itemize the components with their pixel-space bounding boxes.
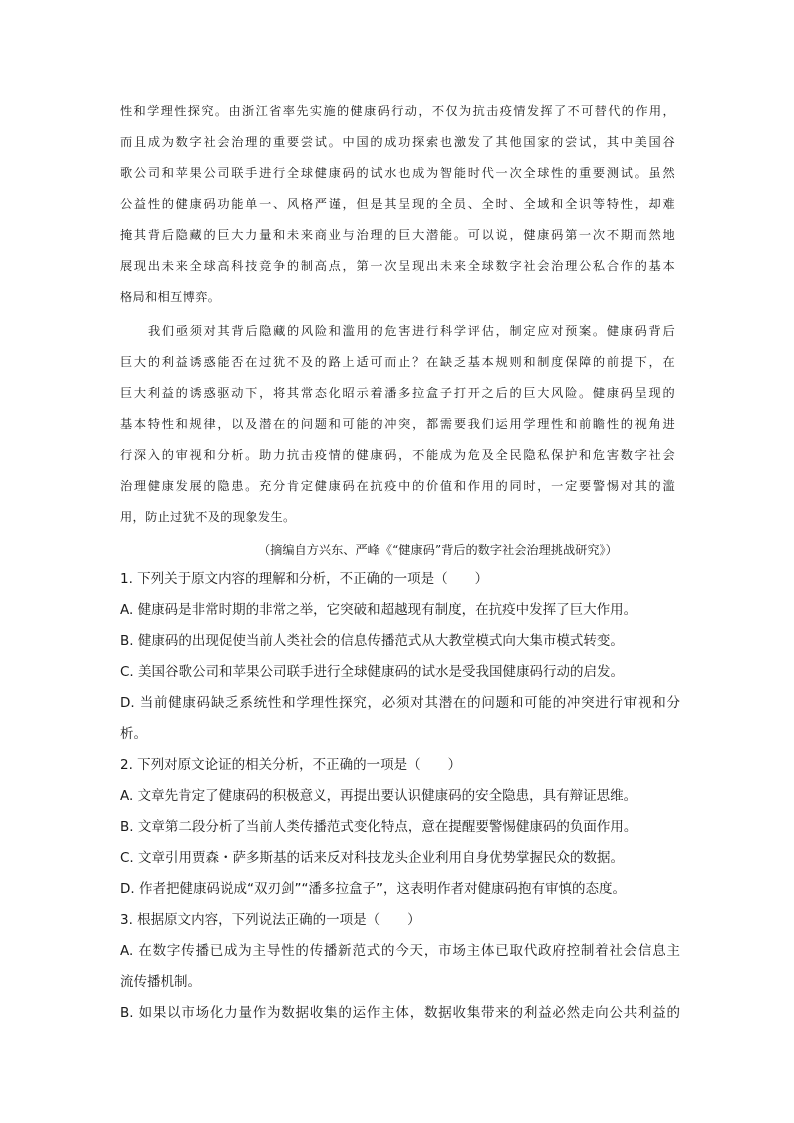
question-2-option-d: D. 作者把健康码说成“双刃剑”“潘多拉盒子”，这表明作者对健康码抱有审慎的态度。: [120, 881, 626, 897]
question-3-stem: 3. 根据原文内容，下列说法正确的一项是（ ）: [120, 912, 421, 928]
question-1-stem: 1. 下列关于原文内容的理解和分析，不正确的一项是（ ）: [120, 571, 489, 587]
passage-paragraph-2: [120, 316, 675, 533]
passage-line: 格局和相互博弈。: [120, 290, 221, 304]
passage-line: 掩其背后隐藏的巨大力量和未来商业与治理的巨大潜能。可以说，健康码第一次不期而然地: [120, 228, 675, 242]
question-1-option-c: C. 美国谷歌公司和苹果公司联手进行全球健康码的试水是受我国健康码行动的启发。: [120, 664, 625, 680]
passage-line: 我们亟须对其背后隐藏的风险和滥用的危害进行科学评估，制定应对预案。健康码背后: [148, 324, 675, 338]
question-list: [120, 564, 680, 1029]
question-1-option-d-cont: 析。: [120, 726, 147, 742]
question-2-option-c: C. 文章引用贾森・萨多斯基的话来反对科技龙头企业利用自身优势掌握民众的数据。: [120, 850, 625, 866]
passage-line: 性和学理性探究。由浙江省率先实施的健康码行动，不仅为抗击疫情发挥了不可替代的作用，: [120, 104, 675, 118]
question-3-option-b: B. 如果以市场化力量作为数据收集的运作主体，数据收集带来的利益必然走向公共利益的: [120, 1005, 680, 1021]
passage-line: 治理健康发展的隐患。充分肯定健康码在抗疫中的价值和作用的同时，一定要警惕对其的滥: [120, 479, 675, 493]
passage-line: 展现出未来全球高科技竞争的制高点，第一次呈现出未来全球数字社会治理公私合作的基本: [120, 259, 675, 273]
passage-line: 巨大的利益诱惑能否在过犹不及的路上适可而止？在缺乏基本规则和制度保障的前提下，在: [120, 355, 675, 369]
passage-source-citation: （摘编自方兴东、严峰《“健康码”背后的数字社会治理挑战研究》）: [258, 543, 618, 557]
question-2-option-a: A. 文章先肯定了健康码的积极意义，再提出要认识健康码的安全隐患，具有辩证思维。: [120, 788, 638, 804]
question-2-stem: 2. 下列对原文论证的相关分析，不正确的一项是（ ）: [120, 757, 462, 773]
passage-line: 行深入的审视和分析。助力抗击疫情的健康码，不能成为危及全民隐私保护和危害数字社会: [120, 448, 675, 462]
passage-line: 公益性的健康码功能单一、风格严谨，但是其呈现的全员、全时、全域和全识等特性，却难: [120, 197, 675, 211]
passage-paragraph-1: [120, 96, 675, 313]
question-3-option-a: A. 在数字传播已成为主导性的传播新范式的今天，市场主体已取代政府控制着社会信息主: [120, 943, 680, 959]
passage-line: 用，防止过犹不及的现象发生。: [120, 510, 296, 524]
passage-line: 巨大利益的诱惑驱动下，将其常态化昭示着潘多拉盒子打开之后的巨大风险。健康码呈现的: [120, 386, 675, 400]
question-1-option-d: D. 当前健康码缺乏系统性和学理性探究，必须对其潜在的问题和可能的冲突进行审视和分: [120, 695, 680, 711]
passage-line: 基本特性和规律，以及潜在的问题和可能的冲突，都需要我们运用学理性和前瞻性的视角进: [120, 417, 675, 431]
question-1-option-b: B. 健康码的出现促使当前人类社会的信息传播范式从大教堂模式向大集市模式转变。: [120, 633, 624, 649]
question-2-option-b: B. 文章第二段分析了当前人类传播范式变化特点，意在提醒要警惕健康码的负面作用。: [120, 819, 638, 835]
passage-line: 歌公司和苹果公司联手进行全球健康码的试水也成为智能时代一次全球性的重要测试。虽然: [120, 166, 675, 180]
passage-line: 而且成为数字社会治理的重要尝试。中国的成功探索也激发了其他国家的尝试，其中美国谷: [120, 135, 675, 149]
question-3-option-a-cont: 流传播机制。: [120, 974, 201, 990]
question-1-option-a: A. 健康码是非常时期的非常之举，它突破和超越现有制度，在抗疫中发挥了巨大作用。: [120, 602, 638, 618]
